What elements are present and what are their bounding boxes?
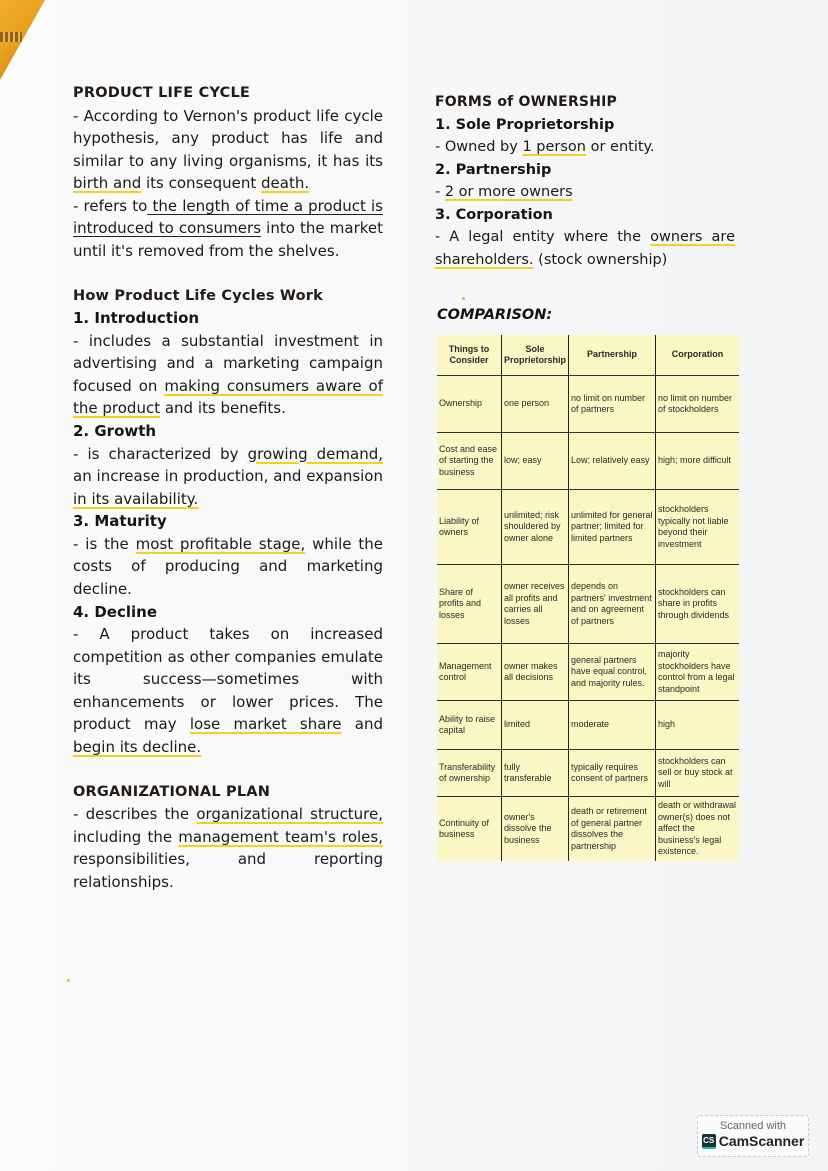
form-desc-partnership (435, 181, 735, 204)
stage-desc-introduction (73, 330, 383, 420)
highlighted-text: 2 or more owners (444, 184, 573, 201)
table-cell: majority stockholders have control from a legal standpoint (656, 644, 740, 701)
text-run: - refers to (73, 196, 148, 215)
table-row (437, 750, 739, 797)
table-cell: no limit on number of stockholders (656, 376, 740, 433)
camscanner-watermark (697, 1115, 809, 1157)
table-cell: one person (502, 376, 569, 433)
highlighted-text: death. (261, 174, 310, 193)
plc-refers-paragraph (73, 195, 383, 263)
form-desc-corporation (435, 226, 735, 271)
table-cell: general partners have equal control, and majority rules. (569, 644, 656, 701)
table-row (437, 565, 739, 644)
highlighted-text: owners are shareholders. (435, 229, 735, 268)
stage-desc-decline (73, 623, 383, 759)
row-label-cell: Liability of owners (437, 490, 502, 565)
text-run: while the costs of producing and marketing decline. (73, 534, 383, 598)
table-cell: Low; relatively easy (569, 433, 656, 490)
watermark-brand-name: CamScanner (718, 1133, 805, 1149)
organizational-plan-paragraph (73, 803, 383, 893)
table-cell: low; easy (502, 433, 569, 490)
text-run: its consequent (141, 174, 262, 193)
text-run: or entity. (585, 139, 655, 155)
how-plc-works-heading: How Product Life Cycles Work (73, 287, 323, 304)
form-desc-sole-proprietorship (435, 136, 735, 159)
table-cell: death or retirement of general partner dissolves the partnership (569, 797, 656, 862)
text-run: - is characterized by (73, 444, 248, 463)
table-row (437, 490, 739, 565)
table-row (437, 433, 739, 490)
text-run: and its benefits. (160, 399, 286, 418)
camscanner-logo-icon: CS (702, 1134, 716, 1149)
highlighted-text: lose market share (189, 715, 342, 734)
text-run: - A legal entity where the (435, 229, 651, 246)
table-cell: stockholders can sell or buy stock at will (656, 750, 740, 797)
table-cell: high; more difficult (656, 433, 740, 490)
table-cell: fully transferable (502, 750, 569, 797)
stage-title-maturity: 3. Maturity (73, 512, 167, 531)
ownership-comparison-table (437, 335, 739, 861)
highlighted-text: birth and (73, 174, 142, 193)
form-title-sole-proprietorship: 1. Sole Proprietorship (435, 116, 615, 133)
table-cell: owner receives all profits and carries all losses (502, 565, 569, 644)
text-run: and (341, 715, 383, 734)
row-label-cell: Management control (437, 644, 502, 701)
table-cell: stockholders typically not liable beyond their investment (656, 490, 740, 565)
left-column (73, 82, 383, 894)
form-title-partnership: 2. Partnership (435, 161, 552, 178)
text-run: - According to Vernon's product life cycle hypothesis, any product has life and similar to any living organisms, it has its (73, 106, 383, 170)
watermark-caption: Scanned with (719, 1120, 787, 1132)
table-cell: owner makes all decisions (502, 644, 569, 701)
text-run: an increase in production, and expansion (73, 467, 383, 486)
organizational-plan-section (73, 781, 383, 894)
comparison-heading: COMPARISON: (437, 307, 553, 323)
table-row (437, 376, 739, 433)
table-header-row (437, 335, 739, 376)
text-run: - (435, 184, 445, 201)
stage-title-decline: 4. Decline (73, 602, 158, 621)
table-cell: no limit on number of partners (569, 376, 656, 433)
right-column (435, 91, 735, 271)
text-run: - describes the (73, 805, 197, 824)
row-label-cell: Ability to raise capital (437, 701, 502, 750)
row-label-cell: Ownership (437, 376, 502, 433)
table-cell: stockholders can share in profits through dividends (656, 565, 740, 644)
row-label-cell: Transferability of ownership (437, 750, 502, 797)
row-label-cell: Continuity of business (439, 817, 490, 839)
row-label-cell: Share of profits and losses (437, 565, 502, 644)
underlined-text: the length of time a product is introduced to consumers (73, 196, 383, 238)
table-cell: typically requires consent of partners (569, 750, 656, 797)
ink-speck (67, 979, 70, 982)
stage-title-growth: 2. Growth (73, 422, 157, 441)
table-row (437, 644, 739, 701)
column-header: Corporation (656, 335, 740, 376)
stage-desc-maturity (73, 533, 383, 601)
table-cell: moderate (569, 701, 656, 750)
highlighted-text: 1 person (522, 139, 586, 155)
table-cell: death or withdrawal owner(s) does not affect the business's legal existence. (656, 797, 740, 862)
highlighted-text: management team's roles, (178, 827, 383, 846)
forms-of-ownership-heading: FORMS of OWNERSHIP (435, 94, 617, 110)
stage-desc-growth (73, 443, 383, 511)
text-run: into the market until it's removed from the shelves. (73, 219, 384, 261)
folded-corner-decoration (0, 0, 60, 80)
highlighted-text: making consumers aware of the product (73, 376, 384, 418)
table-cell: owner's dissolve the business (502, 797, 569, 862)
watermark-brand-row (698, 1133, 808, 1149)
text-run: (stock ownership) (533, 251, 668, 268)
text-run: - A product takes on increased competition as other companies emulate its success—sometimes with enhancements or lower prices. The product may (73, 625, 383, 734)
row-label-cell: Cost and ease of starting the business (437, 433, 502, 490)
table-cell: high (656, 701, 740, 750)
highlighted-text: most profitable stage, (135, 534, 306, 553)
text-run: - Owned by (435, 139, 523, 155)
plc-definition-paragraph (73, 105, 383, 195)
column-header: Partnership (569, 335, 656, 376)
how-plc-works-section (73, 285, 383, 759)
product-life-cycle-heading: PRODUCT LIFE CYCLE (73, 85, 251, 101)
table-cell: depends on partners' investment and on agreement of partners (569, 565, 656, 644)
table-row (437, 797, 739, 862)
highlighted-text: growing demand, (247, 444, 383, 463)
table-row (437, 701, 739, 750)
text-run: - is the (73, 534, 136, 553)
text-run: - includes a substantial investment in advertising and a marketing campaign focused on (73, 331, 383, 395)
table-cell: unlimited; risk shouldered by owner alone (502, 490, 569, 565)
table-cell: limited (502, 701, 569, 750)
highlighted-text: organizational structure, (196, 805, 384, 824)
form-title-corporation: 3. Corporation (435, 206, 553, 223)
stage-title-introduction: 1. Introduction (73, 309, 200, 328)
column-header: Things to Consider (437, 335, 502, 376)
column-header: Sole Proprietorship (502, 335, 569, 376)
highlighted-text: in its availability. (73, 489, 199, 508)
text-run: including the (73, 827, 179, 846)
highlighted-text: begin its decline. (73, 738, 202, 757)
text-run: responsibilities, and reporting relationships. (73, 850, 383, 891)
organizational-plan-heading: ORGANIZATIONAL PLAN (73, 783, 271, 800)
ink-speck (462, 297, 465, 300)
table-cell: unlimited for general partner; limited for limited partners (569, 490, 656, 565)
product-life-cycle-section (73, 82, 383, 263)
